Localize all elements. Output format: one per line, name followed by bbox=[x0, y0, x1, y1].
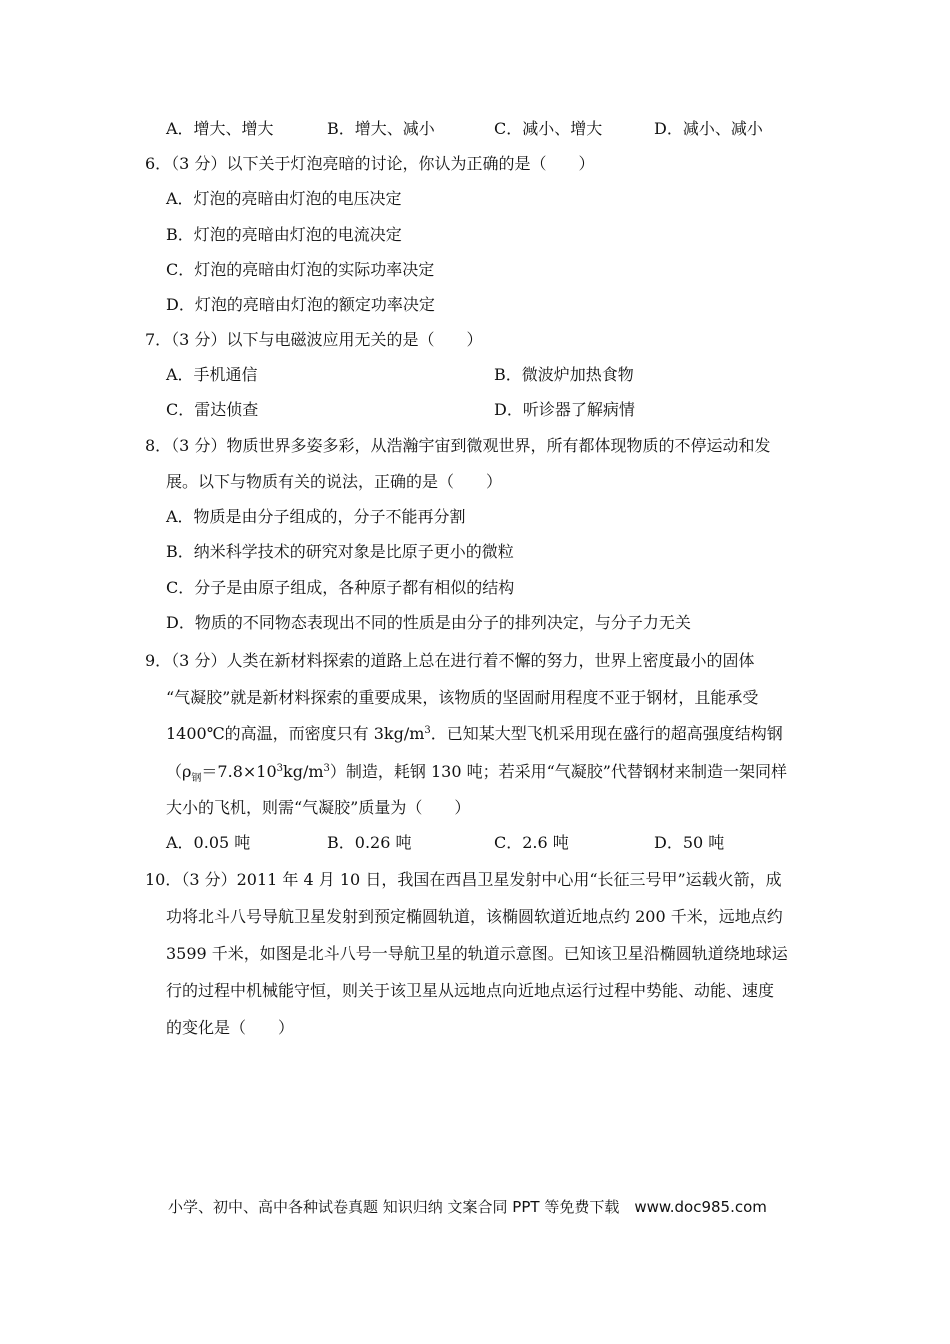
q9-line4-text-d: ）制造，耗钢 130 吨；若采用“气凝胶”代替钢材来制造一架同样 bbox=[329, 762, 787, 781]
q9-line3-text-a: 1400℃的高温，而密度只有 3kg/m bbox=[166, 724, 425, 743]
q9-option-c: C．2.6 吨 bbox=[494, 833, 569, 852]
q6-stem: 6．（3 分）以下关于灯泡亮暗的讨论，你认为正确的是（ ） bbox=[145, 154, 595, 173]
q10-stem-line-2: 功将北斗八号导航卫星发射到预定椭圆轨道，该椭圆软道近地点约 200 千米，远地点约 bbox=[166, 907, 783, 926]
q8-option-b: B．纳米科学技术的研究对象是比原子更小的微粒 bbox=[166, 542, 514, 561]
q9-line3-superscript: 3 bbox=[424, 725, 431, 736]
q9-option-b: B．0.26 吨 bbox=[327, 833, 412, 852]
q10-stem-line-4: 行的过程中机械能守恒，则关于该卫星从远地点向近地点运行过程中势能、动能、速度 bbox=[166, 981, 775, 1000]
q8-option-c: C．分子是由原子组成，各种原子都有相似的结构 bbox=[166, 578, 515, 597]
q5-option-d: D．减小、减小 bbox=[654, 119, 763, 138]
q8-stem-line-2: 展。以下与物质有关的说法，正确的是（ ） bbox=[166, 472, 503, 491]
q7-option-a: A．手机通信 bbox=[166, 365, 258, 384]
q5-option-b: B．增大、减小 bbox=[327, 119, 435, 138]
q9-stem-line-4 bbox=[166, 762, 787, 789]
q5-option-c: C．减小、增大 bbox=[494, 119, 603, 138]
q8-stem-line-1: 8．（3 分）物质世界多姿多彩，从浩瀚宇宙到微观世界，所有都体现物质的不停运动和发 bbox=[145, 436, 771, 455]
q7-stem: 7．（3 分）以下与电磁波应用无关的是（ ） bbox=[145, 330, 483, 349]
q9-line4-text-b: ＝7.8×10 bbox=[201, 762, 277, 781]
q9-line4-superscript-2: 3 bbox=[323, 763, 330, 774]
q10-stem-line-5: 的变化是（ ） bbox=[166, 1018, 295, 1037]
q7-option-b: B．微波炉加热食物 bbox=[494, 365, 634, 384]
q8-option-a: A．物质是由分子组成的，分子不能再分割 bbox=[166, 507, 466, 526]
q10-stem-line-3: 3599 千米，如图是北斗八号一导航卫星的轨道示意图。已知该卫星沿椭圆轨道绕地球运 bbox=[166, 944, 788, 963]
q9-option-a: A．0.05 吨 bbox=[166, 833, 251, 852]
q6-option-b: B．灯泡的亮暗由灯泡的电流决定 bbox=[166, 225, 402, 244]
q9-stem-line-3 bbox=[166, 724, 783, 744]
q9-stem-line-1: 9．（3 分）人类在新材料探索的道路上总在进行着不懈的努力，世界上密度最小的固体 bbox=[145, 651, 755, 670]
q9-line4-text-c: kg/m bbox=[283, 762, 324, 781]
q6-option-d: D．灯泡的亮暗由灯泡的额定功率决定 bbox=[166, 295, 435, 314]
q9-line4-text-a: （ρ bbox=[166, 762, 192, 781]
q9-line4-subscript: 钢 bbox=[191, 773, 202, 785]
q8-option-d: D．物质的不同物态表现出不同的性质是由分子的排列决定，与分子力无关 bbox=[166, 613, 691, 632]
q6-option-a: A．灯泡的亮暗由灯泡的电压决定 bbox=[166, 189, 402, 208]
q7-option-d: D．听诊器了解病情 bbox=[494, 400, 635, 419]
q9-option-d: D．50 吨 bbox=[654, 833, 725, 852]
q9-stem-line-2: “气凝胶”就是新材料探索的重要成果，该物质的坚固耐用程度不亚于钢材，且能承受 bbox=[166, 688, 759, 707]
page-footer: 小学、初中、高中各种试卷真题 知识归纳 文案合同 PPT 等免费下载 www.doc985.com bbox=[168, 1198, 767, 1216]
q7-option-c: C．雷达侦查 bbox=[166, 400, 259, 419]
q10-stem-line-1: 10．（3 分）2011 年 4 月 10 日，我国在西昌卫星发射中心用“长征三号甲”运载火箭，成 bbox=[145, 870, 782, 889]
q5-option-a: A．增大、增大 bbox=[166, 119, 274, 138]
q6-option-c: C．灯泡的亮暗由灯泡的实际功率决定 bbox=[166, 260, 435, 279]
q9-line4-superscript-1: 3 bbox=[276, 763, 284, 774]
q9-stem-line-5: 大小的飞机，则需“气凝胶”质量为（ ） bbox=[166, 798, 471, 817]
q9-line3-text-b: ．已知某大型飞机采用现在盛行的超高强度结构钢 bbox=[430, 724, 783, 743]
